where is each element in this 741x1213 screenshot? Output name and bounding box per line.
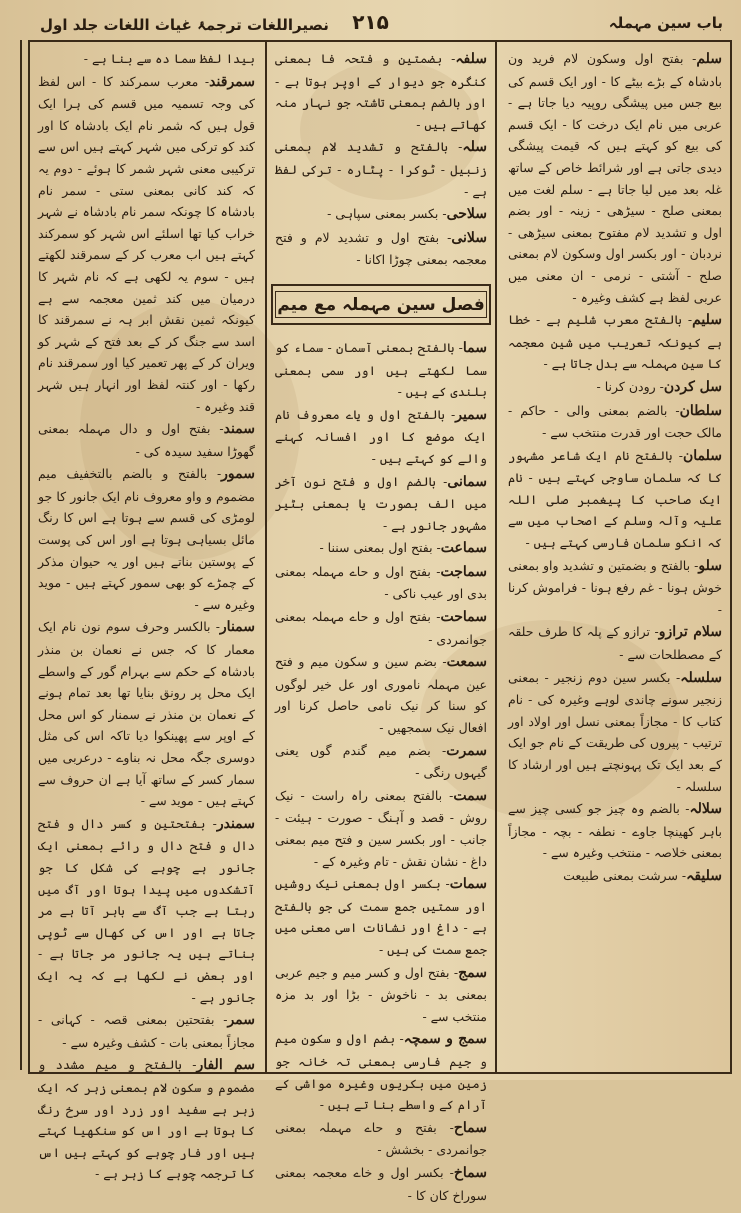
headword: سلسلہ (680, 669, 722, 686)
headword: سمعت (446, 654, 487, 671)
text-frame (28, 40, 732, 1203)
definition: - بالفتح و تشدید لام بمعنی زنبیل - ٹوکرا - پٹارہ - ترکی لفظ ہے - (275, 139, 487, 199)
column-middle (265, 42, 497, 1203)
dictionary-entry (275, 136, 487, 202)
definition: - بفتح اول و حاے مہملہ بمعنی بدی اور عیب ناکی - (275, 563, 487, 602)
definition: - بالکسر وحرف سوم نون نام ایک معمار کا کہ جس نے نعمان بن منذر بادشاہ کے حکم سے بہرام گور کے واسطے ایک محل پر رونق بنایا تھا بعد تمام ہونے کے نعمان بن منذر نے سمنار کو اس محل کے اوپر سے پھینکوا دیا تاکہ اس کی مثل دوسری جگہ محل نہ بناوے - درعربی میں سمار کسر کے ساتھ آیا ہے ان حروف سے کہتے ہیں - موید سے - (38, 619, 255, 809)
headword: سماحت (440, 609, 487, 626)
headword: سم الفار (196, 1057, 256, 1074)
definition: - بالفتح و بضمتین و تشدید واو بمعنی خوش ہونا - غم رفع ہونا - فراموش کرنا - (508, 557, 722, 617)
definition: - بفتحتین و کسر دال و فتح دال و فتح دال و رائے بمعنی ایک جانور ہے چوہے کی شکل کا جو آتشکدوں میں پیدا ہوتا اور آگ میں رہتا ہے جب آگ سے باہر آتا ہے مر جاتا ہے اور اس کی کھال سے ٹوپی بناتے ہیں یہ جانور مر جاتا ہے - اور بعض نے لکھا ہے کہ یہ ایک جانور ہے - (38, 815, 255, 1005)
dictionary-entry (38, 463, 255, 615)
headword: سلم (696, 51, 722, 67)
definition: - بالضم اول و فتح نون آخر میں الف بصورت یا بمعنی بٹیر مشہور جانور ہے - (275, 473, 487, 533)
definition: - رودن کرنا - (596, 378, 664, 394)
definition: - بالفتح و بالضم بالتخفیف میم مضموم و واو معروف نام ایک جانور کا جو لومڑی کی قسم سے ہوتا ہے اس کا رنگ مائل بسیاہی ہوتا ہے اور اس کی پوست کے پوستین بناتے ہیں اور یہ حیوان مذکر کے چمڑے کو بھی سمور کہتے ہیں - موید وغیرہ سے - (38, 466, 255, 612)
dictionary-entry (508, 309, 722, 375)
dictionary-entry (275, 48, 487, 135)
headword: سماجت (440, 563, 487, 580)
definition: - بالفتح معرب شلیم ہے - خطا ہے کیونکہ تعریب میں شین معجمہ کا سین مہملہ سے بدل جاتا ہے - (508, 312, 722, 372)
dictionary-entry (275, 606, 487, 650)
headword: سلیقہ (686, 867, 722, 884)
headword: سمنار (219, 619, 255, 636)
definition: - بضم اول و سکون میم و جیم فارسی بمعنی تہ خانہ جو زمین میں بکریوں وغیرہ مواشی کے آرام کے واسطے بنا تے ہیں - (275, 1031, 487, 1113)
headword: سلمان (682, 447, 722, 464)
definition: - بفتح اول و تشدید لام و فتح معجمہ بمعنی چوڑا اکانا - (275, 229, 487, 268)
dictionary-entry (275, 471, 487, 537)
margin-rule (20, 40, 22, 1070)
dictionary-entry (38, 616, 255, 811)
definition: - بکسر سین دوم زنجیر - بمعنی زنجیر سونے چاندی لوہے وغیرہ کی - نام کتاب کا - مجازاً بمعنی نسل اور اولاد اور ترتیب - پیروں کی طریقت کے نام جو ایک کے بعد ایک تک پہونچتے ہیں اور ارشاد کا سلسلہ - (508, 669, 722, 794)
definition: - بفتح اول و حاے مہملہ بمعنی جوانمردی - (275, 609, 487, 647)
dictionary-entry (508, 48, 722, 308)
definition: - بفتح اول و دال مہملہ بمعنی گھوڑا سفید سیدہ کی - (38, 421, 255, 459)
dictionary-entry (275, 404, 487, 470)
dictionary-entry (508, 445, 722, 554)
headword: سلیم (692, 312, 722, 329)
definition: - بفتح و حاے مہملہ بمعنی جوانمردی - بخشش - (275, 1119, 487, 1158)
definition: - بالفتح بمعنی راہ راست - نیک روش - قصد و آہنگ - صورت - ہیئت - جانب - اور بکسر سین و فتح میم بمعنی داغ - نشان نقش - تام وغیرہ کے - (275, 787, 487, 869)
dictionary-entry (275, 537, 487, 560)
definition: - بکسر اول و خاے معجمہ بمعنی سوراخ کان کا - (275, 1164, 487, 1203)
headword: سماخ (453, 1164, 487, 1181)
headword: سمند (223, 421, 255, 438)
section-heading: فصل سین مہملہ مع میم (275, 291, 487, 318)
dictionary-entry (275, 561, 487, 605)
definition: - بفتح اول وسکون لام فرید ون بادشاہ کے بڑے بیٹے کا - اور ایک قسم کی بیع جس میں پیشگی روپیہ دیا جاتا ہے - عربی میں نام ایک درخت کا - ایک قسم کی بیع کو کہتے ہیں کہ قیمت پیشگی دیدی جاتی ہے اور شرائط خاص کے ساتھ غلہ بعد میں لیا جاتا ہے - سلم لغت میں بمعنی صلح - سیڑھی - زینہ - اور بضم اول و تشدید لام مفتوح بمعنی سیڑھی - نردبان - اور بکسر اول وسکون لام بمعنی صلح - آشتی - نرمی - ان معنی میں عربی لفظ ہے کشف وغیرہ - (508, 51, 722, 305)
page-number: ۲۱۵ (352, 10, 389, 34)
dictionary-entry (508, 865, 722, 888)
headword: سلالہ (689, 801, 722, 818)
dictionary-entry (38, 1009, 255, 1053)
headword: سمانی (447, 473, 487, 490)
dictionary-entry (508, 400, 722, 444)
definition: - بالفتح بمعنی آسمان - سماء کو سما لکھتے ہیں اور سمی بمعنی بلندی کے ہیں - (275, 339, 487, 400)
dictionary-entry (275, 962, 487, 1028)
dictionary-entry (275, 203, 487, 226)
headword: سلطان (679, 402, 722, 419)
headword: سمت (453, 787, 487, 804)
definition: - بفتح اول بمعنی سننا - (319, 540, 441, 556)
headword: سمر (227, 1012, 255, 1029)
headword: سل کردن (663, 378, 722, 395)
headword: سمور (221, 466, 255, 483)
column-right (500, 42, 730, 1072)
definition: - بالفتح و میم مشدد و مضموم و سکون لام بمعنی زہر کہ ایک زہر ہے سفید اور زرد اور سرخ رنگ کا ہوتا ہے اور اس کو سنکھیا کہتے ہیں اور فار چوہے کو کہتے ہیں اس کا ترجمہ چوہے کا زہر ہے - (38, 1057, 255, 1182)
definition: - بالضم بمعنی والی - حاکم - مالک حجت اور قدرت منتخب سے - (508, 402, 722, 441)
definition: - بفتحتین بمعنی قصہ - کہانی - مجازاً بمعنی بات - کشف وغیرہ سے - (38, 1012, 255, 1050)
dictionary-entry (275, 1162, 487, 1206)
headword: سمات (449, 876, 487, 893)
column-left (30, 42, 263, 1182)
headword: سلانی (451, 229, 487, 246)
headword: سمرت (446, 742, 487, 759)
definition: - معرب سمرکند کا - اس لفظ کی وجہ تسمیہ میں قسم کی ہرا ایک قول ہیں کہ شمر نام ایک بادشاہ کا اور کند کو ترکی میں شہر کہتے ہیں اس سے ترکیبی معنی شہر شمر کا ہوئے - دوم یہ کہ کند کانی بمعنی ستی - سمر نام بادشاہ کا چونکہ سمر نام بادشاہ نے شہر خراب کیا تھا اسلئے اس شہر کو سمرکند کہتے ہیں اب معرب کر کے سمرقند لکھتے ہیں - سوم یہ لکھی ہے کہ نام شہر کا درمیان میں کند ثمین معجمہ سے ہے کیونکہ ثمین نقش ابر ہہ نے سمرقند کا اسد سے جنگ کر کے بعد فتح کے شہر کو ویران کر کے پھر تعمیر کیا اور سمرقند نام رکھا - اور کنتہ لفظ اور انہار ہیں شہر قند وغیرہ - (38, 73, 255, 414)
definition: - بکسر اول بمعنی نیک روشیں اور سمتیں جمع سمت کی جو بالفتح ہے - داغ اور نشانات اسی معنی میں جمع سمت کی ہیں - (275, 876, 487, 957)
definition: - سرشت بمعنی طبیعت (563, 867, 687, 883)
dictionary-entry (508, 621, 722, 665)
book-title: نصیراللغات ترجمۂ غیاث اللغات جلد اول (40, 16, 329, 34)
dictionary-entry (275, 873, 487, 960)
headword: سمندر (216, 815, 255, 832)
dictionary-entry (508, 798, 722, 864)
headword: سلاحی (446, 206, 487, 223)
definition: - بالفتح اول و یاے معروف نام ایک موضع کا اور افسانہ کہنے والے کو کہتے ہیں - (275, 406, 487, 466)
headword: سلفہ (455, 51, 487, 67)
definition: - بفتح اول و کسر میم و جیم عربی بمعنی بد - ناخوش - بڑا اور بد مزہ منتخب سے - (275, 964, 487, 1024)
dictionary-entry (275, 740, 487, 784)
headword: سلہ (462, 139, 487, 156)
headword: سلو (698, 557, 722, 574)
dictionary-entry (508, 555, 722, 621)
definition: - بکسر بمعنی سپاہی - (327, 206, 447, 222)
dictionary-entry (275, 651, 487, 738)
definition: - بضم سین و سکون میم و فتح عین مہملہ ناموری اور عل خیر لوگوں کو سنا کر نیک نامی حاصل کرنا اور افعال نیک سمجھیں - (275, 654, 487, 736)
headword: سماعت (440, 540, 487, 557)
headword: سمرقند (209, 73, 255, 90)
dictionary-entry (275, 785, 487, 872)
section-heading-box (271, 284, 491, 325)
headword: سمیر (455, 406, 487, 423)
definition: بیدا لفظ سما دہ سے بنا ہے - (83, 51, 255, 66)
dictionary-entry (38, 1054, 255, 1185)
dictionary-entry (275, 1117, 487, 1161)
dictionary-entry (38, 418, 255, 462)
dictionary-entry (275, 227, 487, 271)
definition: - بضم میم گندم گوں یعنی گیہوں رنگی - (275, 742, 487, 781)
definition: - بضمتین و فتحہ فا بمعنی کنگرہ جو دیوار کے اوپر ہوتا ہے - اور بالضم بمعنی تاشتہ جو نہار منہ کھاتے ہیں - (275, 51, 487, 132)
headword: سما (462, 339, 487, 356)
section-title: باب سین مہملہ (608, 14, 723, 32)
headword: سلام ترازو (658, 624, 722, 641)
dictionary-entry (38, 71, 255, 418)
dictionary-entry (38, 813, 255, 1008)
page-header (10, 8, 731, 42)
definition: - بالفتح نام ایک شاعر مشہور کا کہ سلمان ساوجی کہتے ہیں - نام ایک صاحب کا پیغمبر صلی اللہ علیہ وآلہ وسلم کے اصحاب میں سے کہ انکو سلمان فارسی کہتے ہیں - (508, 447, 722, 551)
dictionary-entry (508, 376, 722, 399)
dictionary-entry (275, 1028, 487, 1115)
dictionary-entry (508, 667, 722, 798)
definition: - ترازو کے پلہ کا طرف حلقہ کے مصطلحات سے - (508, 624, 722, 663)
dictionary-entry (38, 48, 255, 70)
dictionary-entry (275, 337, 487, 403)
headword: سمج و سمچہ (403, 1031, 487, 1048)
headword: سماح (453, 1119, 487, 1136)
headword: سمج (458, 964, 487, 981)
definition: - بالضم وہ چیز جو کسی چیز سے باہر کھینچا جاوے - نطفہ - بچہ - مجازاً بمعنی خلاصہ - منتخب وغیرہ سے - (508, 801, 722, 861)
